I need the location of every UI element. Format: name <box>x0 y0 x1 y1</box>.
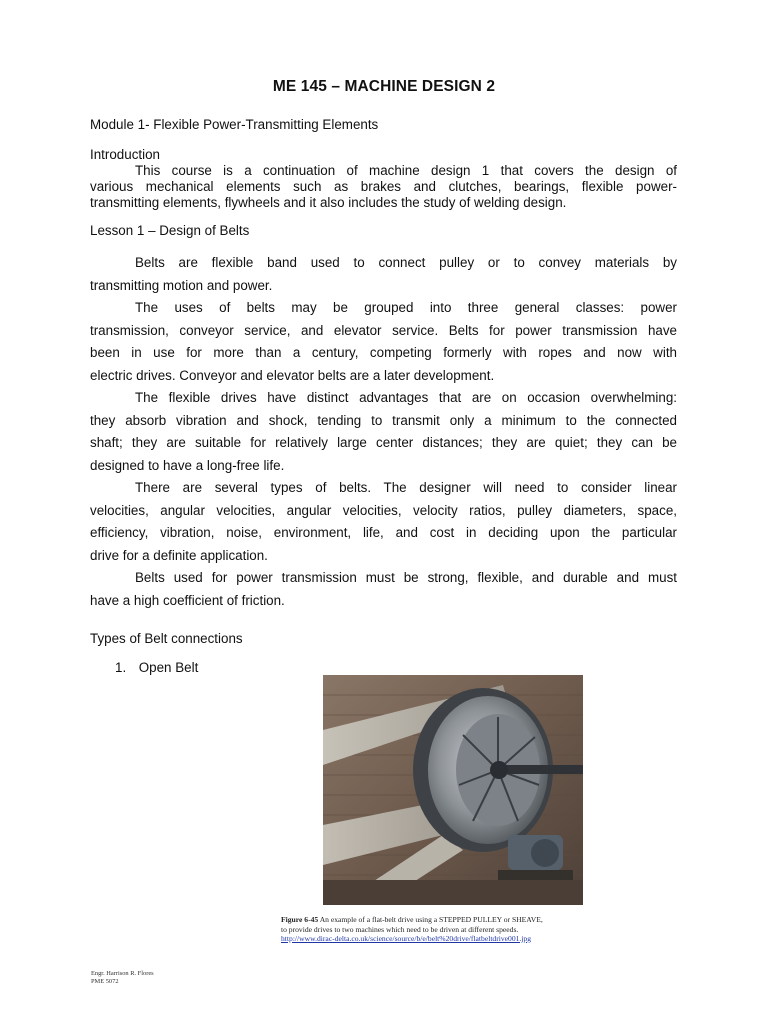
page-title: ME 145 – MACHINE DESIGN 2 <box>272 78 496 95</box>
text-line: The flexible drives have distinct advantages that are on occasion overwhelming: <box>135 390 677 405</box>
introduction-text <box>90 163 677 211</box>
belt-drive-photo <box>323 675 583 905</box>
figure-label: Figure 6-45 <box>281 915 319 924</box>
text-line: transmitting motion and power. <box>90 277 273 293</box>
types-heading: Types of Belt connections <box>90 631 243 646</box>
text-line: transmitting elements, flywheels and it also includes the study of welding design. <box>90 195 567 210</box>
caption-text: An example of a flat-belt drive using a STEPPED PULLEY or SHEAVE, <box>319 915 543 924</box>
text-line: electric drives. Conveyor and elevator belts are a later development. <box>90 367 495 383</box>
text-line: drive for a definite application. <box>90 547 268 563</box>
paragraph <box>90 477 677 567</box>
text-line: efficiency, vibration, noise, environment, life, and cost in deciding upon the particular <box>90 525 677 540</box>
text-line: transmission, conveyor service, and elevator service. Belts for power transmission have <box>90 322 677 338</box>
lesson-body <box>90 252 677 612</box>
text-line: have a high coefficient of friction. <box>90 592 285 608</box>
figure-caption <box>281 915 611 944</box>
list-number: 1. <box>115 660 127 675</box>
text-line: Belts used for power transmission must be strong, flexible, and durable and must <box>135 570 677 585</box>
text-line: shaft; they are suitable for relatively large center distances; they are quiet; they can be <box>90 435 677 450</box>
paragraph <box>90 387 677 477</box>
text-line: been in use for more than a century, competing formerly with ropes and now with <box>90 345 677 360</box>
paragraph <box>90 567 677 612</box>
caption-text: to provide drives to two machines which need to be driven at different speeds. <box>281 924 519 934</box>
course-code: PME 5072 <box>91 978 119 985</box>
page-footer <box>91 970 154 986</box>
list-label: Open Belt <box>138 660 199 675</box>
author-name: Engr. Harrison R. Flores <box>91 970 154 977</box>
text-line: designed to have a long-free life. <box>90 457 285 473</box>
text-line: Belts are flexible band used to connect pulley or to convey materials by <box>135 255 677 270</box>
belt-drive-illustration <box>323 675 583 905</box>
module-heading: Module 1- Flexible Power-Transmitting Elements <box>90 117 379 132</box>
paragraph <box>90 252 677 297</box>
text-line: various mechanical elements such as brakes and clutches, bearings, flexible power- <box>90 179 677 194</box>
paragraph <box>90 297 677 387</box>
text-line: they absorb vibration and shock, tending to transmit only a minimum to the connected <box>90 412 677 428</box>
text-line: This course is a continuation of machine design 1 that covers the design of <box>135 163 677 178</box>
text-line: The uses of belts may be grouped into three general classes: power <box>135 300 677 315</box>
source-link[interactable]: http://www.dirac-delta.co.uk/science/source/b/e/belt%20drive/flatbeltdrive001.jpg <box>281 934 532 943</box>
list-item <box>115 660 198 675</box>
text-line: velocities, angular velocities, angular velocities, velocity ratios, pulley diameters, space, <box>90 502 677 518</box>
text-line: There are several types of belts. The designer will need to consider linear <box>135 480 677 495</box>
lesson-heading: Lesson 1 – Design of Belts <box>90 223 250 238</box>
introduction-heading: Introduction <box>90 147 160 162</box>
